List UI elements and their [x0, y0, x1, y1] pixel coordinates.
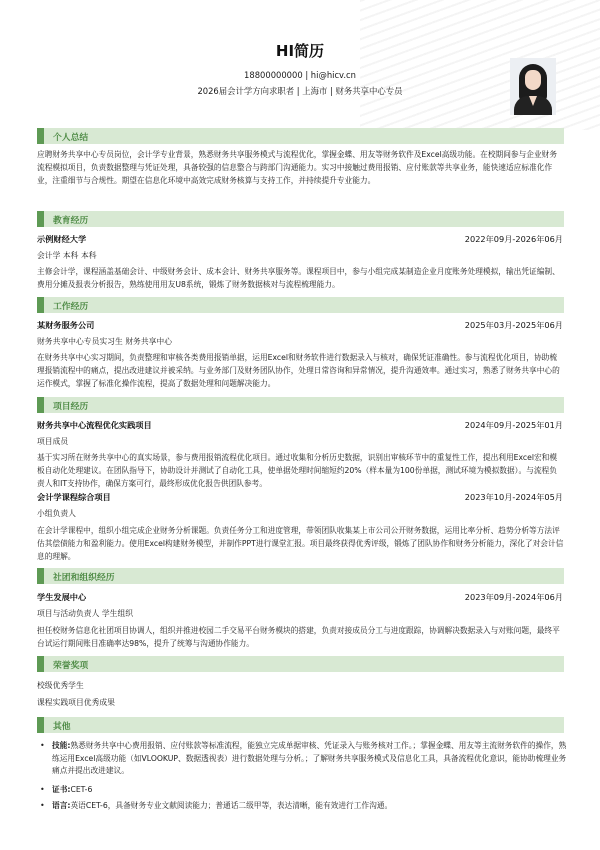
other-label: 证书:: [52, 785, 71, 794]
project-text: 在会计学课程中，组织小组完成企业财务分析课题。负责任务分工和进度管理，带领团队收集某上市公司公开财务数据，运用比率分析、趋势分析等方法评估其偿债能力和盈利能力。使用Excel构建财务模型，并制作PPT进行课堂汇报。项目最终获得优秀评级，锻炼了团队协作和财务分析能力，深化了对会计信息的理解。: [37, 526, 564, 561]
project-date: 2024年09月-2025年01月: [464, 420, 563, 430]
project-name: 会计学课程综合项目: [37, 492, 111, 502]
section-title: 荣誉奖项: [53, 661, 89, 671]
work-date: 2025年03月-2025年06月: [464, 320, 563, 330]
bullet-dot-icon: •: [40, 801, 45, 810]
club-date: 2023年09月-2024年06月: [464, 592, 563, 602]
section-title: 教育经历: [53, 216, 89, 226]
other-label: 技能:: [52, 741, 71, 750]
section-clubs-header: [37, 568, 564, 584]
section-education-header: [37, 211, 564, 227]
other-item-certificates: [40, 784, 572, 797]
education-text: 主修会计学，课程涵盖基础会计、中级财务会计、成本会计、财务共享服务等。课程项目中，参与小组完成某制造企业月度账务处理模拟，输出凭证编制、费用分摊及报表分析报告，熟练使用用友U8系统，锻炼了财务数据核对与流程梳理能力。: [37, 267, 560, 289]
other-text: CET-6: [70, 785, 93, 794]
club-role: 项目与活动负责人 学生组织: [37, 609, 134, 618]
project-text: 基于实习所在财务共享中心的真实场景，参与费用报销流程优化项目。通过收集和分析历史数据，识别出审核环节中的重复性工作，提出利用Excel宏和模板自动化处理建议。在团队指导下，协助设计并测试了自动化工具，使单据处理时间缩短约20%（样本量为100份单据，测试环境为模拟数据）。与流程负责人和IT支持协作，确保方案可行，最终形成优化报告供团队参考。: [37, 453, 558, 488]
contact-info: 18800000000 | hi@hicv.cn: [244, 70, 356, 80]
candidate-name: HI简历: [275, 42, 325, 60]
section-summary-header: [37, 128, 564, 144]
honor-item: 校级优秀学生: [37, 681, 84, 690]
club-text: 担任校财务信息化社团项目协调人，组织并推进校园二手交易平台财务模块的搭建，负责对接成员分工与进度跟踪，协调解决数据录入与对账问题，最终平台试运行期间账目准确率达98%，提升了统筹与沟通协作能力。: [37, 626, 560, 648]
section-title: 个人总结: [53, 133, 89, 143]
bullet-dot-icon: •: [40, 785, 45, 794]
section-honors-header: [37, 656, 564, 672]
bullet-dot-icon: •: [40, 741, 45, 750]
section-projects-header: [37, 397, 564, 413]
section-title: 项目经历: [53, 402, 89, 412]
work-text: 在财务共享中心实习期间，负责整理和审核各类费用报销单据，运用Excel和财务软件进行数据录入与核对，确保凭证准确性。参与流程优化项目，协助梳理报销流程中的痛点，提出改进建议并被采纳。与业务部门及财务团队协作，处理日常咨询和异常情况，提升沟通效率。通过实习，熟悉了财务共享中心的运作模式，掌握了标准化操作流程，提高了数据处理和问题解决能力。: [37, 353, 560, 388]
other-text: 英语CET-6，具备财务专业文献阅读能力；普通话二级甲等，表达清晰，能有效进行工作沟通。: [70, 801, 393, 810]
other-item-skills: [40, 740, 572, 778]
section-title: 社团和组织经历: [53, 573, 115, 583]
section-title: 工作经历: [53, 302, 89, 312]
job-intent: 2026届会计学方向求职者 | 上海市 | 财务共享中心专员: [197, 86, 403, 96]
honor-item: 课程实践项目优秀成果: [37, 698, 115, 707]
other-label: 语言:: [52, 801, 71, 810]
section-title: 其他: [53, 722, 71, 732]
project-role: 项目成员: [37, 437, 69, 446]
section-work-header: [37, 297, 564, 313]
education-date: 2022年09月-2026年06月: [464, 234, 563, 244]
project-date: 2023年10月-2024年05月: [464, 492, 563, 502]
work-role: 财务共享中心专员实习生 财务共享中心: [37, 337, 173, 346]
club-org: 学生发展中心: [37, 592, 87, 602]
summary-text: 应聘财务共享中心专员岗位，会计学专业背景，熟悉财务共享服务模式与流程优化，掌握金蝶、用友等财务软件及Excel高级功能。在校期间参与企业财务流程模拟项目，负责数据整理与凭证处理，具备较强的信息整合与跨部门沟通能力。实习中接触过费用报销、应付账款等共享业务，能快速适应标准化作业，注重细节与合规性。期望在信息化环境中高效完成财务核算与支持工作，并持续提升专业能力。: [37, 150, 558, 185]
section-others-header: [37, 717, 564, 733]
education-school: 示例财经大学: [37, 234, 87, 244]
other-item-languages: [40, 800, 572, 813]
other-text: 熟悉财务共享中心费用报销、应付账款等标准流程，能独立完成单据审核、凭证录入与账务核对工作。；掌握金蝶、用友等主流财务软件的操作，熟练运用Excel高级功能（如VLOOKUP、数据透视表）进行数据处理与分析。；了解财务共享服务模式及信息化工具，具备流程优化意识，能协助梳理业务痛点并提出改进建议。: [52, 741, 567, 775]
education-degree: 会计学 本科 本科: [37, 251, 97, 260]
profile-photo: [510, 58, 556, 115]
work-company: 某财务服务公司: [37, 320, 95, 330]
resume-header: [0, 0, 600, 120]
project-role: 小组负责人: [37, 509, 76, 518]
project-name: 财务共享中心流程优化实践项目: [37, 420, 152, 430]
